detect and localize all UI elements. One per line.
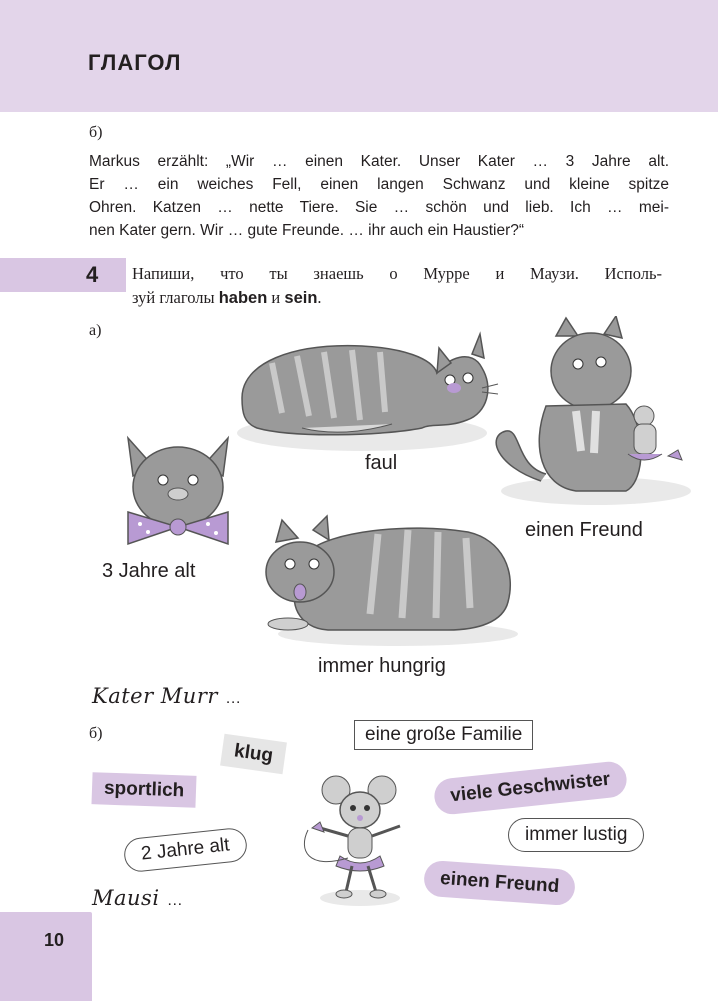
word-faul: faul	[365, 452, 398, 474]
word-immer-hungrig: immer hungrig	[318, 655, 446, 677]
page-number: 10	[44, 930, 65, 950]
word-3-jahre-alt: 3 Jahre alt	[102, 560, 196, 582]
tag-eine-grosse-familie: eine große Familie	[354, 720, 533, 750]
exercise-line: nen Kater gern. Wir … gute Freunde. … ihr auch ein Haustier?“	[89, 222, 525, 239]
section-b2-label: б)	[89, 725, 103, 742]
task-number: 4	[86, 262, 99, 287]
task-instruction	[132, 262, 662, 310]
cat-with-bow-illustration	[118, 432, 240, 554]
handwriting-kater-murr	[92, 684, 242, 708]
task-line-2	[132, 286, 662, 310]
task-conj: и	[267, 288, 285, 307]
task-line-2-prefix: зуй глаголы	[132, 288, 219, 307]
word-einen-freund: einen Freund	[525, 519, 643, 541]
tag-viele-geschwister: viele Geschwister	[433, 760, 628, 816]
crouching-cat-illustration	[258, 512, 522, 652]
verb-sein: sein	[284, 289, 318, 307]
verb-haben: haben	[218, 289, 268, 307]
task-tab	[0, 258, 126, 292]
section-b1-label: б)	[89, 124, 103, 141]
exercise-line: Er … ein weiches Fell, einen langen Schwanz und kleine spitze	[89, 176, 669, 193]
sleeping-cat-illustration	[232, 328, 500, 458]
tag-2-jahre-alt: 2 Jahre alt	[123, 827, 249, 874]
exercise-line: Ohren. Katzen … nette Tiere. Sie … schön und lieb. Ich … mei-	[89, 199, 669, 216]
cat-and-mouse-illustration	[486, 316, 698, 510]
handwriting-mausi	[92, 886, 183, 910]
kater-murr-ellipsis: …	[225, 690, 242, 707]
exercise-line: Markus erzählt: „Wir … einen Kater. Unser Kater … 3 Jahre alt.	[89, 153, 669, 170]
tag-einen-freund: einen Freund	[423, 860, 576, 906]
mouse-illustration	[298, 770, 418, 910]
task-period: .	[317, 288, 322, 307]
section-a-label: а)	[89, 322, 102, 339]
tag-klug: klug	[220, 734, 287, 774]
task-line-1: Напиши, что ты знаешь о Мурре и Маузи. Исполь-	[132, 264, 662, 283]
page-number-tab	[0, 912, 92, 1001]
page-title: ГЛАГОЛ	[88, 50, 182, 75]
mausi-text: Mausi	[92, 886, 160, 910]
kater-murr-text: Kater Murr	[92, 684, 218, 708]
exercise-text	[89, 150, 669, 242]
tag-sportlich: sportlich	[91, 772, 196, 808]
mausi-ellipsis: …	[166, 892, 184, 909]
tag-immer-lustig: immer lustig	[508, 818, 644, 852]
